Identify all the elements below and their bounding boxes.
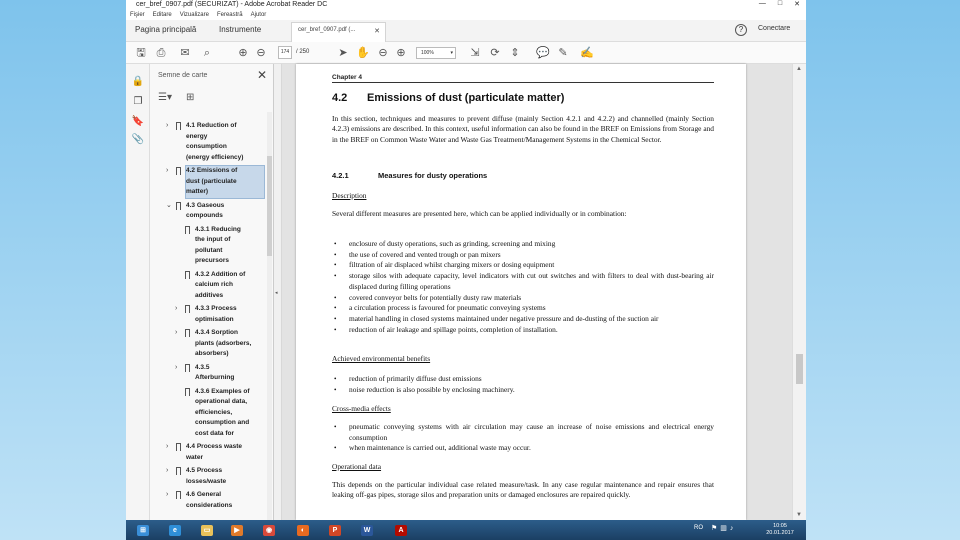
scroll-up-icon[interactable]: ▲: [796, 66, 802, 72]
bookmark-options-icon[interactable]: ☰▾: [158, 92, 172, 103]
tab-home[interactable]: Pagina principală: [135, 25, 197, 34]
bookmark-icon[interactable]: 🔖: [131, 116, 145, 127]
firefox-icon[interactable]: [290, 522, 316, 539]
measures-list: [332, 239, 714, 335]
pdf-page: [296, 64, 746, 520]
subsection-heading: [332, 171, 487, 180]
bookmark-item[interactable]: [150, 167, 268, 199]
chevron-right-icon[interactable]: ›: [166, 443, 169, 450]
chevron-right-icon[interactable]: ›: [166, 122, 169, 129]
hand-icon[interactable]: ✋: [356, 47, 370, 59]
acrobat-icon-glyph: A: [395, 525, 407, 536]
bookmark-item[interactable]: [150, 491, 268, 512]
attachment-icon[interactable]: 📎: [131, 134, 145, 145]
subsection-title: Measures for dusty operations: [378, 171, 488, 180]
bookmark-label: [186, 121, 264, 163]
bookmark-label: [186, 201, 264, 222]
bookmark-item[interactable]: [150, 364, 268, 385]
bookmark-flag-icon: [176, 122, 181, 130]
bookmark-label-line: 4.6 General: [186, 491, 222, 498]
chevron-right-icon[interactable]: ›: [175, 329, 178, 336]
measure-item: • enclosure of dusty operations, such as grinding, screening and mixing: [332, 239, 714, 250]
rotate-icon[interactable]: ⟳: [490, 47, 500, 59]
page-up-icon[interactable]: ⊕: [238, 47, 248, 59]
clock-date: 20.01.2017: [766, 530, 794, 536]
benefits-heading: Achieved environmental benefits: [332, 354, 431, 363]
bookmark-label-line: matter): [186, 188, 209, 195]
chevron-down-icon: ▾: [450, 50, 453, 56]
bookmark-label-line: 4.2 Emissions of: [186, 167, 238, 174]
section-number: 4.2: [332, 92, 348, 104]
fit-page-icon[interactable]: ⇲: [470, 47, 480, 59]
bookmark-flag-icon: [176, 167, 181, 175]
bookmark-flag-icon: [185, 364, 190, 372]
bookmark-label-line: energy: [186, 132, 208, 140]
collapse-left-icon[interactable]: ◂: [275, 290, 278, 296]
operational-paragraph: This depends on the particular individual case related measure/task. In any case regular maintenance and repair ensures that leaking off-gas pipes, storage silos and preparation units or damaged enclosures are repaired quickly.: [332, 480, 714, 500]
intro-paragraph: In this section, techniques and measures to prevent diffuse (mainly Section 4.2.1 and 4.2.2) and channelled (mainly Section 4.2.3) emissions are described. In this context, useful information can also be found in the BREF on Emissions from Storage and in the BREF on Common Waste Water and Waste Gas Treatment/Management Systems in the Chemical Sector.: [332, 114, 714, 144]
document-scroll-thumb[interactable]: [796, 354, 803, 384]
comment-icon[interactable]: 💬: [536, 47, 550, 59]
highlight-icon[interactable]: ✎: [558, 47, 568, 59]
menu-bar: [126, 10, 806, 20]
bookmark-label: [186, 442, 264, 463]
bookmark-label-line: 4.3.4 Sorption: [195, 329, 238, 336]
bookmark-label-line: pollutant: [195, 246, 223, 254]
bookmark-label-line: calcium rich: [195, 281, 233, 288]
bookmark-label-line: the input of: [195, 236, 231, 243]
bookmark-label-line: efficiencies,: [195, 408, 233, 416]
scroll-icon[interactable]: ⇕: [510, 47, 520, 59]
toolbar: [126, 42, 806, 64]
bookmark-label-line: consumption and: [195, 419, 250, 426]
bookmark-item[interactable]: [150, 271, 268, 303]
document-scrollbar[interactable]: [792, 64, 806, 520]
lock-icon[interactable]: 🔒: [131, 76, 145, 87]
bookmark-label-line: 4.4 Process waste: [186, 443, 243, 450]
start-button-glyph: ⊞: [137, 525, 149, 536]
bookmark-label-line: consumption: [186, 143, 227, 150]
measure-item: • the use of covered and vented trough or pan mixers: [332, 250, 714, 261]
benefit-item: • noise reduction is also possible by enclosing machinery.: [332, 385, 714, 396]
chevron-down-icon[interactable]: ⌄: [166, 201, 172, 209]
chevron-right-icon[interactable]: ›: [166, 491, 169, 498]
chapter-header: Chapter 4: [332, 74, 714, 83]
word-icon[interactable]: [354, 522, 380, 539]
bookmark-tree: [150, 112, 274, 520]
bookmark-label-line: Afterburning: [195, 374, 235, 381]
volume-icon[interactable]: ♪: [729, 525, 737, 532]
collapse-panel-strip[interactable]: [274, 64, 282, 520]
menu-window[interactable]: Fereastră: [216, 12, 243, 18]
bookmark-label-line: compounds: [186, 212, 223, 219]
bookmark-flag-icon: [176, 491, 181, 499]
network-icon[interactable]: ▥: [720, 525, 730, 532]
chrome-icon-glyph: ◉: [263, 525, 275, 536]
close-window-button[interactable]: ✕: [794, 1, 800, 8]
title-bar: [126, 0, 806, 10]
email-icon[interactable]: ✉: [180, 47, 190, 59]
bookmark-item[interactable]: [150, 305, 268, 326]
benefit-item: • reduction of primarily diffuse dust emissions: [332, 374, 714, 385]
ie-icon-glyph: e: [169, 525, 181, 536]
scroll-thumb[interactable]: [267, 156, 272, 256]
tab-tools[interactable]: Instrumente: [219, 25, 262, 34]
bookmark-label: [195, 270, 265, 302]
bookmarks-scrollbar[interactable]: [267, 112, 272, 520]
bookmark-label-line: optimisation: [195, 315, 234, 323]
add-bookmark-icon[interactable]: ⊞: [186, 92, 195, 103]
tray-icons: [711, 524, 736, 532]
crossmedia-item: • when maintenance is carried out, additional waste may occur.: [332, 443, 714, 454]
measure-item: • reduction of air leakage and spillage points, completion of installation.: [332, 325, 714, 336]
powerpoint-icon[interactable]: [322, 522, 348, 539]
bookmark-label-line: plants (adsorbers,: [195, 339, 252, 347]
media-player-icon[interactable]: [224, 522, 250, 539]
bookmark-label: [195, 225, 265, 267]
save-icon[interactable]: 🖫: [136, 47, 146, 59]
bookmark-label-line: 4.3.3 Process: [195, 305, 237, 312]
bookmark-label-line: 4.3.5: [195, 363, 210, 371]
chrome-icon[interactable]: [256, 522, 282, 539]
bookmark-label: [186, 466, 264, 487]
section-title: Emissions of dust (particulate matter): [367, 92, 565, 104]
measure-item: • storage silos with adequate capacity, level indicators with cut out switches and with filters to deal with dust-bearing air displaced during filling operations: [332, 271, 714, 292]
bookmark-flag-icon: [185, 388, 190, 396]
bookmark-flag-icon: [176, 467, 181, 475]
media-player-icon-glyph: ▶: [231, 525, 243, 536]
powerpoint-icon-glyph: P: [329, 525, 341, 536]
close-panel-icon[interactable]: ✕: [256, 68, 267, 82]
bookmark-label-line: 4.1 Reduction of: [186, 122, 237, 129]
sign-icon[interactable]: ✍: [580, 47, 594, 59]
bookmark-label-line: losses/waste: [186, 477, 227, 485]
left-rail: [126, 64, 150, 520]
print-icon[interactable]: ⎙: [156, 47, 166, 59]
bookmark-flag-icon: [176, 443, 181, 451]
tab-document[interactable]: [291, 22, 386, 42]
help-button[interactable]: ?: [735, 24, 747, 36]
close-tab-icon[interactable]: ✕: [374, 28, 380, 35]
word-icon-glyph: W: [361, 525, 373, 536]
bookmark-label: [186, 166, 264, 198]
document-area: [274, 64, 806, 520]
select-icon[interactable]: ➤: [338, 47, 348, 59]
bookmark-label: [195, 387, 265, 440]
bookmark-item[interactable]: [150, 226, 268, 268]
bookmark-label-line: 4.3.2 Addition of: [195, 270, 246, 278]
explorer-icon[interactable]: [194, 522, 220, 539]
bookmark-label-line: considerations: [186, 501, 233, 509]
tab-row: [126, 20, 806, 42]
bookmark-item[interactable]: [150, 122, 268, 164]
bookmark-label-line: (energy efficiency): [186, 153, 244, 161]
bookmark-label-line: 4.3.6 Examples of: [195, 387, 250, 395]
bookmark-item[interactable]: [150, 329, 268, 361]
crossmedia-heading: Cross-media effects: [332, 404, 391, 413]
ie-icon[interactable]: [162, 522, 188, 539]
acrobat-window: [126, 0, 806, 540]
description-heading: Description: [332, 191, 367, 200]
clock-time: 10:05: [773, 523, 787, 529]
menu-file[interactable]: Fişier: [130, 12, 145, 18]
explorer-icon-glyph: ▭: [201, 525, 213, 536]
minimize-button[interactable]: —: [758, 0, 766, 7]
measure-item: • material handling in closed systems maintained under negative pressure and de-dusting of the suction air: [332, 314, 714, 325]
benefits-list: [332, 374, 714, 395]
bookmarks-tools: [158, 92, 218, 108]
zoom-value: 100%: [421, 50, 434, 56]
menu-help[interactable]: Ajutor: [250, 12, 267, 18]
bookmark-label: [195, 304, 265, 325]
thumbnails-icon[interactable]: ❐: [133, 96, 143, 107]
page-down-icon[interactable]: ⊖: [256, 47, 266, 59]
acrobat-icon[interactable]: [388, 522, 414, 539]
description-paragraph: Several different measures are presented here, which can be applied individually or in combination:: [332, 209, 627, 218]
bookmark-label-line: additives: [195, 291, 224, 299]
connect-button[interactable]: Conectare: [758, 25, 791, 32]
bookmark-label-line: dust (particulate: [186, 177, 237, 185]
bookmark-label-line: precursors: [195, 257, 229, 264]
bookmarks-panel: [150, 64, 274, 520]
chevron-right-icon[interactable]: ›: [175, 305, 178, 312]
taskbar: [126, 520, 806, 540]
crossmedia-item: • pneumatic conveying systems with air circulation may cause an increase of noise emissions and electrical energy consumption: [332, 422, 714, 443]
zoom-select[interactable]: [416, 47, 456, 59]
bookmark-flag-icon: [185, 226, 190, 234]
menu-edit[interactable]: Editare: [152, 12, 172, 18]
bookmark-label-line: cost data for: [195, 429, 235, 437]
bookmark-label: [186, 490, 264, 511]
start-button[interactable]: [130, 522, 156, 539]
chevron-right-icon[interactable]: ›: [166, 167, 169, 174]
zoom-in-icon[interactable]: ⊕: [396, 47, 406, 59]
bookmark-flag-icon: [185, 271, 190, 279]
page-number-input[interactable]: 174: [278, 46, 292, 59]
bookmark-item[interactable]: [150, 467, 268, 488]
language-indicator[interactable]: RO: [694, 525, 703, 531]
bookmark-label: [195, 328, 265, 360]
bookmark-label-line: 4.3.1 Reducing: [195, 225, 241, 233]
page-total: / 250: [296, 49, 310, 55]
subsection-number: 4.2.1: [332, 171, 349, 180]
search-icon[interactable]: ⌕: [203, 47, 211, 59]
bookmark-label: [195, 363, 265, 384]
firefox-icon-glyph: ◐: [297, 525, 309, 536]
bookmark-label-line: absorbers): [195, 350, 229, 357]
section-heading: [332, 92, 564, 104]
maximize-button[interactable]: □: [777, 0, 783, 7]
chevron-right-icon[interactable]: ›: [175, 363, 178, 371]
bookmark-flag-icon: [185, 329, 190, 337]
bookmark-item[interactable]: [150, 202, 268, 223]
measure-item: • a circulation process is favoured for pneumatic conveying systems: [332, 303, 714, 314]
bookmark-label-line: 4.5 Process: [186, 467, 223, 474]
bookmark-flag-icon: [176, 202, 181, 210]
tab-document-label: cer_bref_0907.pdf (...: [298, 27, 356, 33]
menu-view[interactable]: Vizualizare: [179, 12, 209, 18]
bookmark-label-line: 4.3 Gaseous: [186, 201, 225, 209]
scroll-down-icon[interactable]: ▼: [796, 512, 802, 518]
flag-icon[interactable]: ⚑: [711, 525, 721, 532]
measure-item: • covered conveyor belts for potentially dusty raw materials: [332, 293, 714, 304]
bookmark-flag-icon: [185, 305, 190, 313]
chevron-right-icon[interactable]: ›: [166, 467, 169, 474]
window-title: cer_bref_0907.pdf (SECURIZAT) - Adobe Acrobat Reader DC: [136, 1, 328, 8]
bookmark-label-line: operational data,: [195, 398, 248, 405]
measure-item: • filtration of air displaced whilst charging mixers or dosing equipment: [332, 260, 714, 271]
clock[interactable]: [760, 523, 800, 537]
bookmark-item[interactable]: [150, 443, 268, 464]
crossmedia-list: [332, 422, 714, 454]
bookmarks-title: Semne de carte: [158, 72, 208, 79]
bookmark-label-line: water: [186, 453, 203, 461]
bookmark-item[interactable]: [150, 388, 268, 441]
operational-heading: Operational data: [332, 462, 382, 471]
zoom-out-icon[interactable]: ⊖: [378, 47, 388, 59]
